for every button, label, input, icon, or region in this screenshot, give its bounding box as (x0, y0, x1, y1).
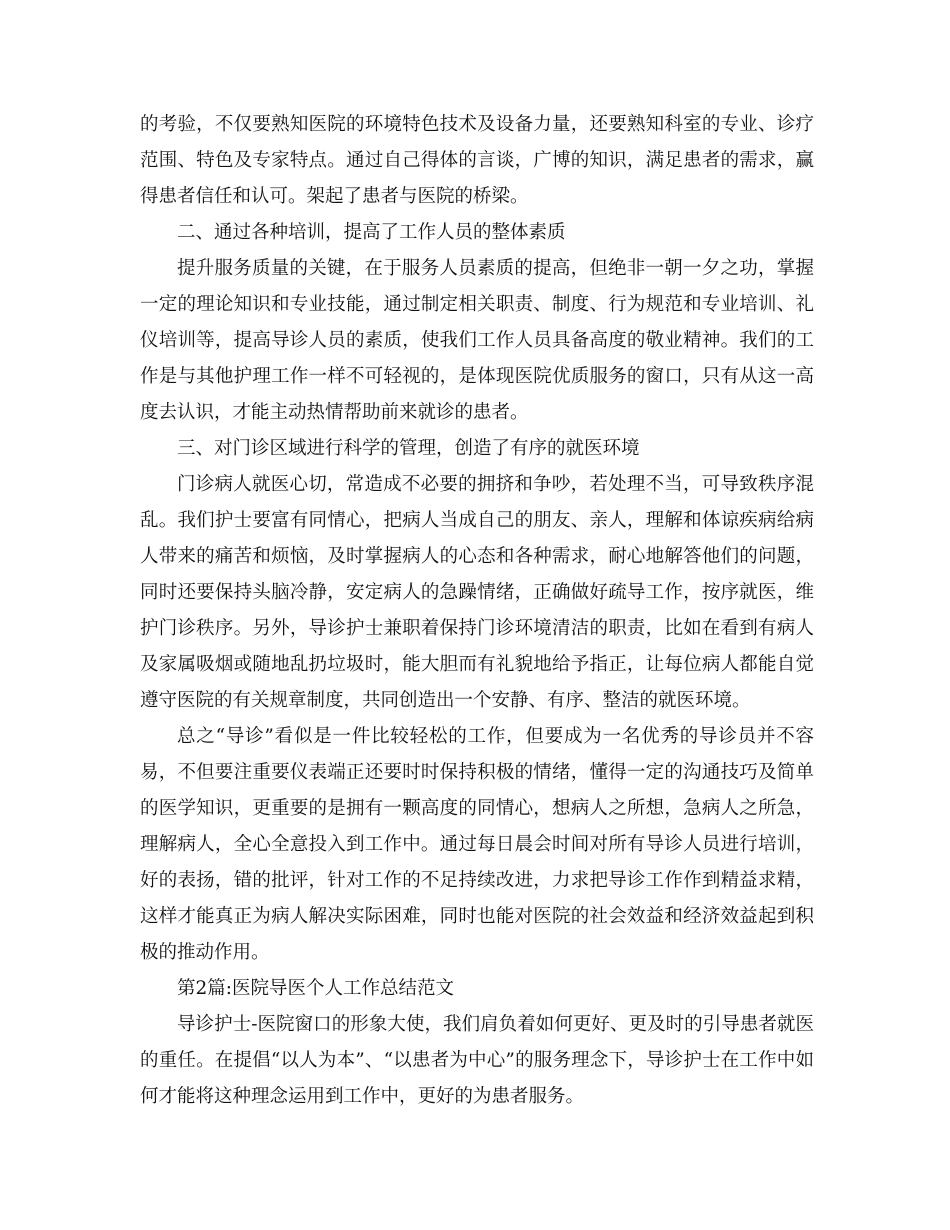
section-heading-management: 三、对门诊区域进行科学的管理，创造了有序的就医环境 (177, 438, 640, 459)
paragraph-continuation: 的考验，不仅要熟知医院的环境特色技术及设备力量，还要熟知科室的专业、诊疗范围、特色及专家特点。通过自己得体的言谈，广博的知识，满足患者的需求，赢得患者信任和认可。架起了患者与医院的桥梁。 (140, 114, 814, 207)
paragraph-summary: 总之“导诊”看似是一件比较轻松的工作，但要成为一名优秀的导诊员并不容易，不但要注重要仪表端正还要时时保持积极的情绪，懂得一定的沟通技巧及简单的医学知识，更重要的是拥有一颗高度的同情心，想病人之所想，急病人之所急，理解病人，全心全意投入到工作中。通过每日晨会时间对所有导诊人员进行培训，好的表扬，错的批评，针对工作的不足持续改进，力求把导诊工作作到精益求精，这样才能真正为病人解决实际困难，同时也能对医院的社会效益和经济效益起到积极的推动作用。 (140, 726, 814, 963)
section-heading-training: 二、通过各种培训，提高了工作人员的整体素质 (177, 222, 566, 243)
paragraph-training: 提升服务质量的关键，在于服务人员素质的提高，但绝非一朝一夕之功，掌握一定的理论知识和专业技能，通过制定相关职责、制度、行为规范和专业培训、礼仪培训等，提高导诊人员的素质，使我们工作人员具备高度的敬业精神。我们的工作是与其他护理工作一样不可轻视的，是体现医院优质服务的窗口，只有从这一高度去认识，才能主动热情帮助前来就诊的患者。 (140, 258, 814, 423)
paragraph-management: 门诊病人就医心切，常造成不必要的拥挤和争吵，若处理不当，可导致秩序混乱。我们护士要富有同情心，把病人当成自己的朋友、亲人，理解和体谅疾病给病人带来的痛苦和烦恼，及时掌握病人的心态和各种需求，耐心地解答他们的问题，同时还要保持头脑冷静，安定病人的急躁情绪，正确做好疏导工作，按序就医，维护门诊秩序。另外，导诊护士兼职着保持门诊环境清洁的职责，比如在看到有病人及家属吸烟或随地乱扔垃圾时，能大胆而有礼貌地给予指正，让每位病人都能自觉遵守医院的有关规章制度，共同创造出一个安静、有序、整洁的就医环境。 (140, 474, 814, 711)
article-heading-part-2: 第2篇:医院导医个人工作总结范文 (177, 978, 455, 999)
paragraph-part-2-intro: 导诊护士-医院窗口的形象大使，我们肩负着如何更好、更及时的引导患者就医的重任。在提倡“以人为本”、“以患者为中心”的服务理念下，导诊护士在工作中如何才能将这种理念运用到工作中，更好的为患者服务。 (140, 1014, 814, 1107)
